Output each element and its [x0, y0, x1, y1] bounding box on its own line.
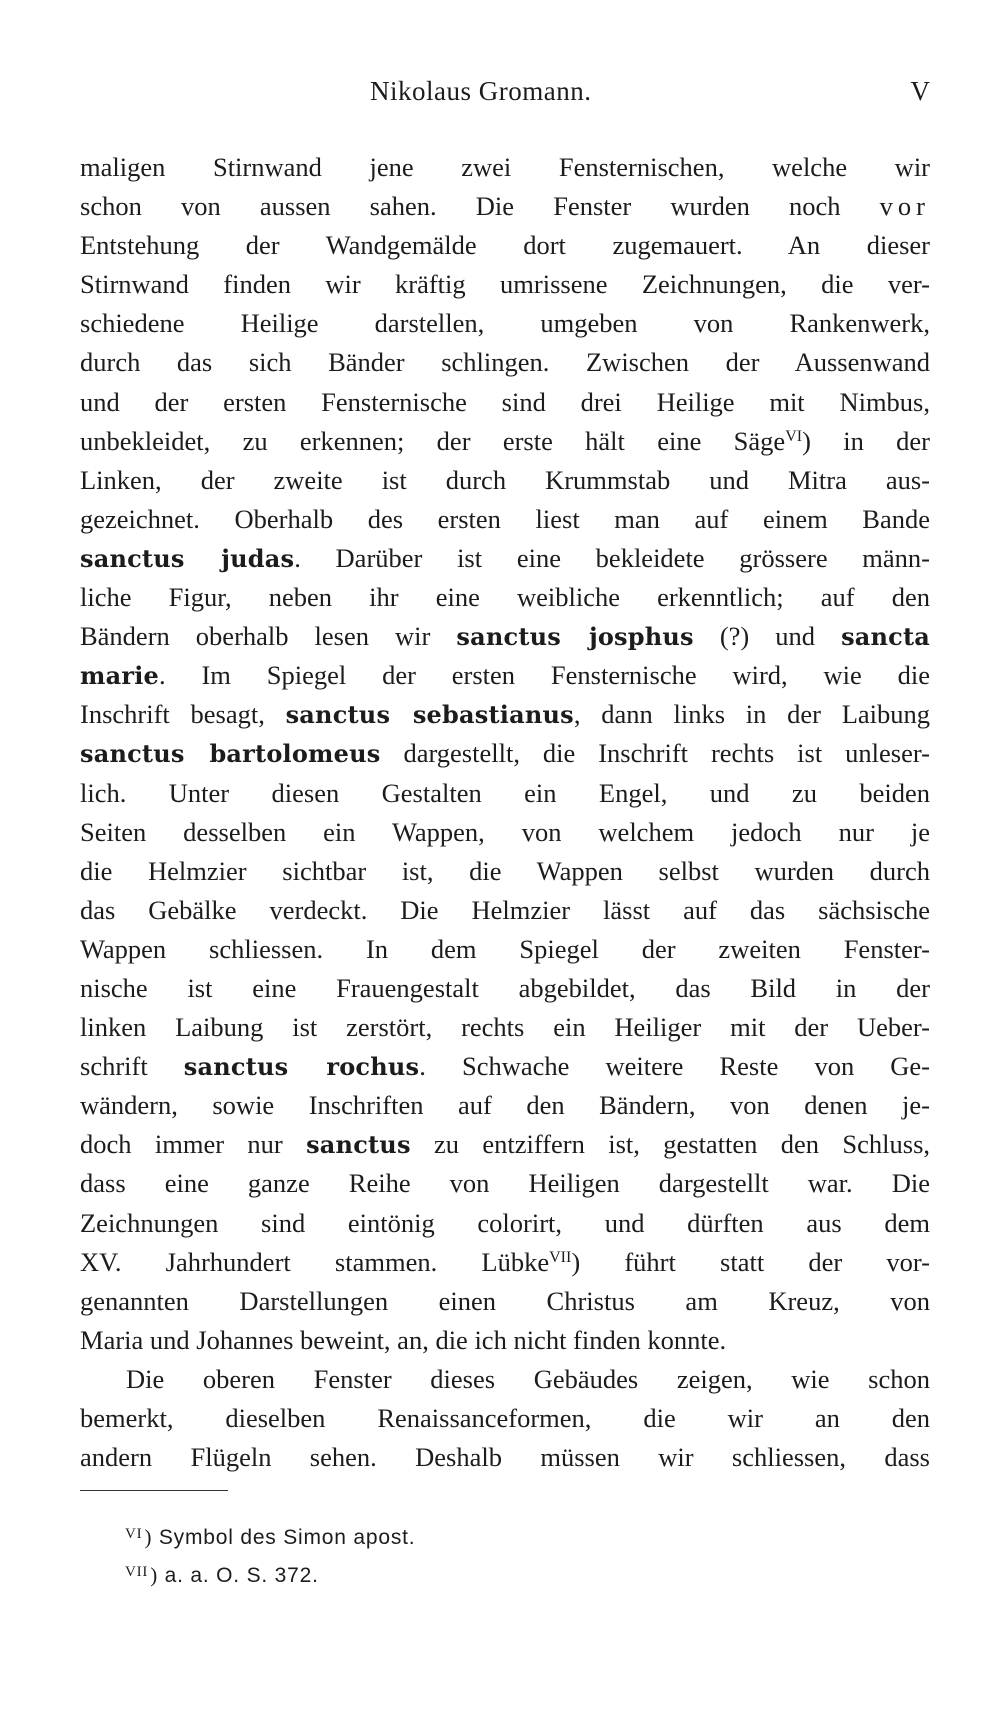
text-line: dass eine ganze Reihe von Heiligen dargestellt war. Die: [80, 1168, 930, 1199]
text-line: schrift sanctus rochus. Schwache weitere Reste von Ge-: [80, 1051, 930, 1082]
text-line: Die oberen Fenster dieses Gebäudes zeigen, wie schon: [126, 1363, 930, 1394]
text-line: schiedene Heilige darstellen, umgeben von Rankenwerk,: [80, 308, 930, 339]
footnote: $^{VI}$) Symbol des Simon apost.: [125, 1525, 416, 1549]
text-line: maligen Stirnwand jene zwei Fensternischen, welche wir: [80, 152, 930, 182]
text-line: lich. Unter diesen Gestalten ein Engel, und zu beiden: [80, 777, 930, 808]
footnote-divider: [80, 1490, 228, 1491]
text-line: schon von aussen sahen. Die Fenster wurden noch vor: [80, 191, 930, 222]
text-line: unbekleidet, zu erkennen; der erste hält eine Säge$^{VI}$) in der: [80, 425, 930, 456]
text-line: durch das sich Bänder schlingen. Zwischen der Aussenwand: [80, 347, 930, 378]
text-line: gezeichnet. Oberhalb des ersten liest man auf einem Bande: [80, 503, 930, 534]
text-line: genannten Darstellungen einen Christus am Kreuz, von: [80, 1285, 930, 1316]
page-number: V: [910, 76, 930, 106]
text-line: wändern, sowie Inschriften auf den Bändern, von denen je-: [80, 1090, 930, 1121]
text-line: Inschrift besagt, sanctus sebastianus, dann links in der Laibung: [80, 699, 931, 730]
footnote-ref: VII: [549, 1248, 572, 1266]
text-line: doch immer nur sanctus zu entziffern ist, gestatten den Schluss,: [80, 1129, 931, 1160]
text-line: sanctus judas. Darüber ist eine bekleidete grössere männ-: [80, 542, 930, 573]
text-line: Wappen schliessen. In dem Spiegel der zweiten Fenster-: [80, 933, 930, 964]
inscription-text: sancta: [841, 622, 931, 652]
text-line: sanctus bartolomeus dargestellt, die Inschrift rechts ist unleser-: [80, 738, 930, 769]
inscription-text: sanctus sebastianus: [285, 700, 574, 730]
footnote-text: a. a. O. S. 372.: [164, 1564, 319, 1587]
inscription-text: sanctus: [306, 1130, 411, 1160]
footnote-text: Symbol des Simon apost.: [158, 1526, 416, 1549]
body-text: [80, 148, 930, 1477]
text-line: linken Laibung ist zerstört, rechts ein Heiliger mit der Ueber-: [80, 1012, 930, 1043]
text-line: andern Flügeln sehen. Deshalb müssen wir schliessen, dass: [80, 1442, 930, 1473]
text-line: bemerkt, dieselben Renaissanceformen, die wir an den: [80, 1403, 930, 1433]
text-line: Zeichnungen sind eintönig colorirt, und dürften aus dem: [80, 1207, 930, 1238]
inscription-text: sanctus rochus: [183, 1052, 420, 1082]
text-line: marie. Im Spiegel der ersten Fensternische wird, wie die: [80, 660, 930, 691]
text-line: Bändern oberhalb lesen wir sanctus josphus (?) und sancta: [80, 621, 931, 652]
emphasis-spaced: vor: [879, 191, 930, 222]
text-line: das Gebälke verdeckt. Die Helmzier lässt auf das sächsische: [80, 894, 930, 925]
footnote-ref: VI: [785, 427, 803, 445]
text-line: die Helmzier sichtbar ist, die Wappen selbst wurden durch: [80, 855, 930, 886]
text-line: Stirnwand finden wir kräftig umrissene Zeichnungen, die ver-: [80, 269, 930, 300]
footnote-mark: VI: [125, 1526, 143, 1542]
footnote: $^{VII}$) a. a. O. S. 372.: [125, 1563, 319, 1587]
text-line: nische ist eine Frauengestalt abgebildet, das Bild in der: [80, 972, 930, 1003]
inscription-text: sanctus bartolomeus: [80, 739, 381, 769]
running-title: Nikolaus Gromann.: [370, 76, 592, 106]
text-line: Maria und Johannes beweint, an, die ich nicht finden konnte.: [80, 1324, 727, 1355]
inscription-text: marie: [80, 661, 159, 691]
footnotes: [125, 1515, 825, 1591]
inscription-text: sanctus josphus: [456, 622, 694, 652]
text-line: liche Figur, neben ihr eine weibliche erkenntlich; auf den: [80, 582, 930, 613]
running-head: [80, 76, 930, 116]
footnote-mark: VII: [125, 1564, 149, 1580]
text-line: Linken, der zweite ist durch Krummstab und Mitra aus-: [80, 464, 930, 495]
text-line: Seiten desselben ein Wappen, von welchem jedoch nur je: [80, 816, 930, 847]
text-line: XV. Jahrhundert stammen. Lübke$^{VII}$) führt statt der vor-: [80, 1246, 930, 1277]
text-line: und der ersten Fensternische sind drei Heilige mit Nimbus,: [80, 386, 930, 417]
text-line: Entstehung der Wandgemälde dort zugemauert. An dieser: [80, 230, 930, 261]
inscription-text: sanctus judas: [80, 543, 295, 573]
